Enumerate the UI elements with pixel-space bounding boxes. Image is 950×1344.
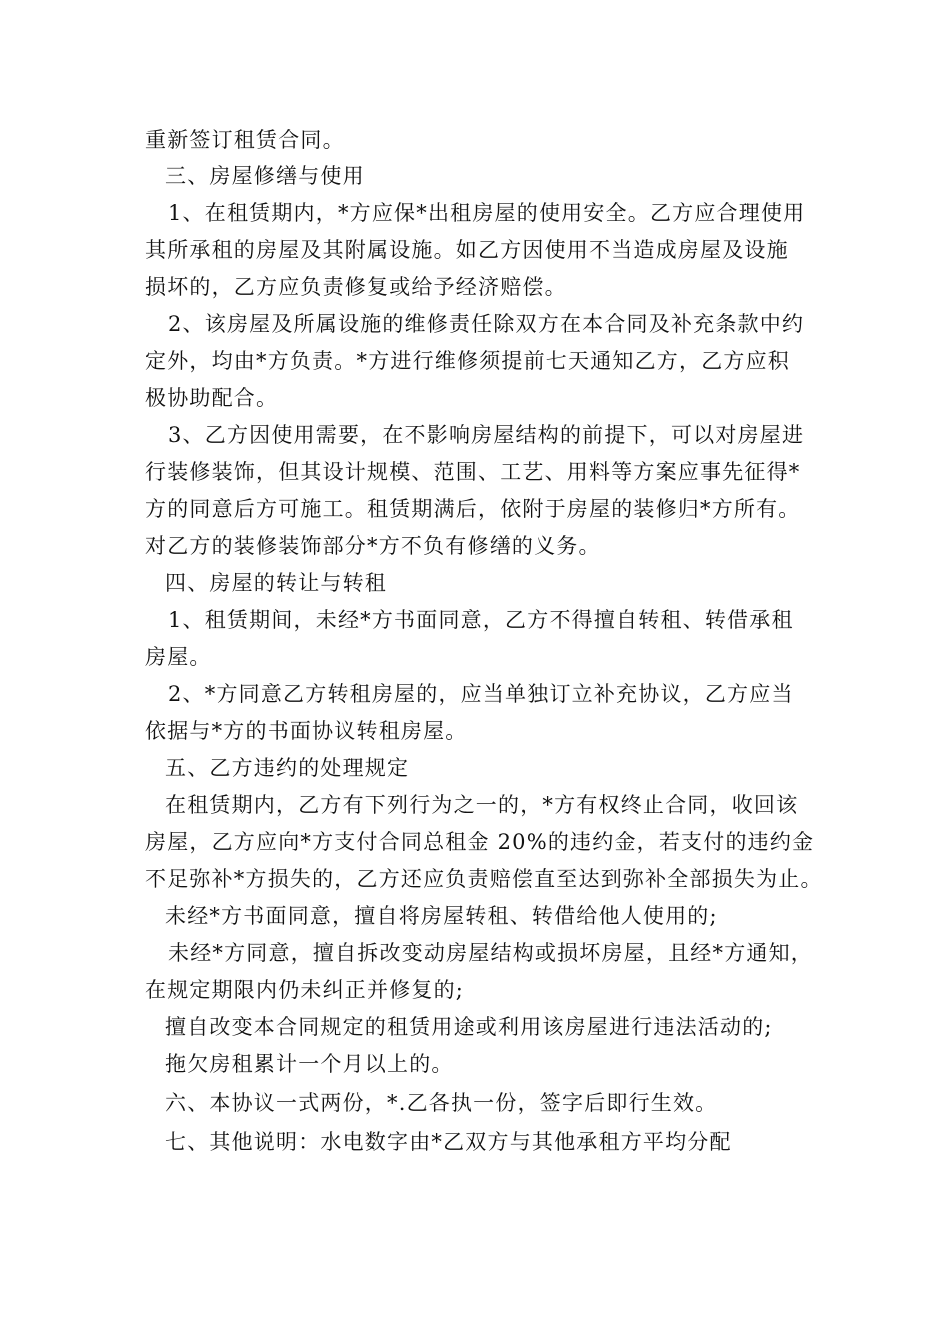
text-line: 依据与*方的书面协议转租房屋。 (145, 719, 468, 743)
section-heading: 七、其他说明：水电数字由*乙双方与其他承租方平均分配 (165, 1130, 732, 1154)
text-line: 房屋。 (145, 645, 212, 669)
list-item: 未经*方书面同意，擅自将房屋转租、转借给他人使用的; (165, 904, 718, 928)
section-heading: 四、房屋的转让与转租 (165, 571, 387, 595)
list-item: 擅自改变本合同规定的租赁用途或利用该房屋进行违法活动的; (165, 1015, 773, 1039)
text-line: 2、该房屋及所属设施的维修责任除双方在本合同及补充条款中约 (168, 312, 805, 336)
text-line: 不足弥补*方损失的，乙方还应负责赔偿直至达到弥补全部损失为止。 (145, 867, 823, 891)
list-item: 拖欠房租累计一个月以上的。 (165, 1052, 454, 1076)
text-line: 1、在租赁期内，*方应保*出租房屋的使用安全。乙方应合理使用 (168, 201, 806, 225)
text-line: 1、租赁期间，未经*方书面同意，乙方不得擅自转租、转借承租 (168, 608, 794, 632)
text-line: 在规定期限内仍未纠正并修复的; (145, 978, 465, 1002)
text-line: 行装修装饰，但其设计规模、范围、工艺、用料等方案应事先征得* (145, 460, 801, 484)
text-line: 在租赁期内，乙方有下列行为之一的，*方有权终止合同，收回该 (165, 793, 799, 817)
text-line: 房屋，乙方应向*方支付合同总租金 20%的违约金，若支付的违约金 (145, 830, 815, 854)
section-heading: 六、本协议一式两份，*.乙各执一份，签字后即行生效。 (165, 1091, 718, 1115)
text-line: 3、乙方因使用需要，在不影响房屋结构的前提下，可以对房屋进 (168, 423, 805, 447)
section-heading: 五、乙方违约的处理规定 (165, 756, 410, 780)
text-line: 对乙方的装修装饰部分*方不负有修缮的义务。 (145, 534, 601, 558)
section-heading: 三、房屋修缮与使用 (165, 164, 365, 188)
text-line: 定外，均由*方负责。*方进行维修须提前七天通知乙方，乙方应积 (145, 349, 790, 373)
text-line: 其所承租的房屋及其附属设施。如乙方因使用不当造成房屋及设施 (145, 238, 789, 262)
list-item: 未经*方同意，擅自拆改变动房屋结构或损坏房屋，且经*方通知， (168, 941, 813, 965)
text-line: 重新签订租赁合同。 (145, 128, 345, 152)
text-line: 2、*方同意乙方转租房屋的，应当单独订立补充协议，乙方应当 (168, 682, 794, 706)
text-line: 损坏的，乙方应负责修复或给予经济赔偿。 (145, 275, 567, 299)
text-line: 极协助配合。 (145, 386, 279, 410)
text-line: 方的同意后方可施工。租赁期满后，依附于房屋的装修归*方所有。 (145, 497, 801, 521)
